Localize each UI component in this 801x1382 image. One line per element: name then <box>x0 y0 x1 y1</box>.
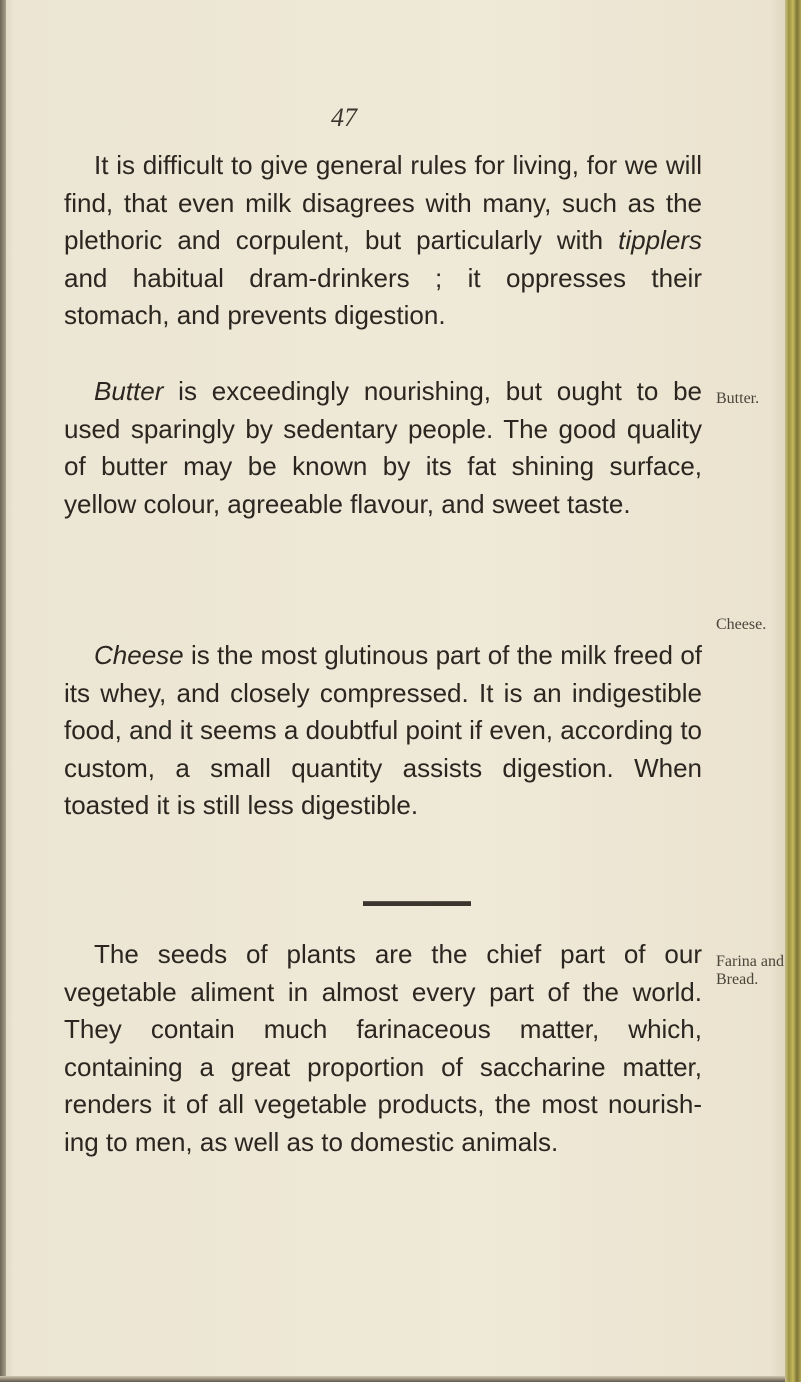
margin-note-cheese: Cheese. <box>716 616 767 633</box>
page-number: 47 <box>331 103 357 132</box>
paragraph-milk-text: It is difficult to give general rules for living, for we will find, that even milk disagrees with many, such as the plethoric and corpulent, but particularly with <box>64 150 702 255</box>
paragraph-cheese-text: is the most glutinous part of the milk freed of its whey, and closely compressed. It is an indigestible food, and it seems a doubtful point if even, according to custom, a small quantity assists digestion. When toasted it is still less digestible. <box>64 640 702 820</box>
paragraph-cheese <box>64 637 702 825</box>
paragraph-cheese-italic: Cheese <box>94 640 184 670</box>
paragraph-butter-italic: Butter <box>94 376 164 406</box>
margin-note-farina: Farina and Bread. <box>716 953 784 988</box>
paragraph-milk-text-end: and habitual dram-drinkers ; it oppresses their stomach, and prevents digestion. <box>64 262 702 330</box>
paragraph-milk-italic: tipplers <box>618 225 702 255</box>
paragraph-milk <box>64 147 702 335</box>
paragraph-seeds-text: The seeds of plants are the chief part of our vegetable aliment in almost every part of the world. They contain much farinaceous matter, which, containing a great proportion of saccharine matter, renders it of all vegetable products, the most nourishing to men, as well as to domestic animals. <box>64 939 702 1157</box>
paragraph-butter <box>64 373 702 523</box>
page-left-edge <box>0 0 6 1382</box>
paragraph-seeds <box>64 936 702 1161</box>
margin-note-butter: Butter. <box>716 390 760 407</box>
page-right-edge <box>785 0 801 1382</box>
section-divider <box>363 901 471 906</box>
page-bottom-edge <box>0 1376 785 1382</box>
paragraph-butter-text: is exceedingly nourishing, but ought to be used sparingly by sedentary people. The good quality of butter may be known by its fat shining surface, yellow colour, agreeable flavour, and sweet taste. <box>64 376 702 519</box>
